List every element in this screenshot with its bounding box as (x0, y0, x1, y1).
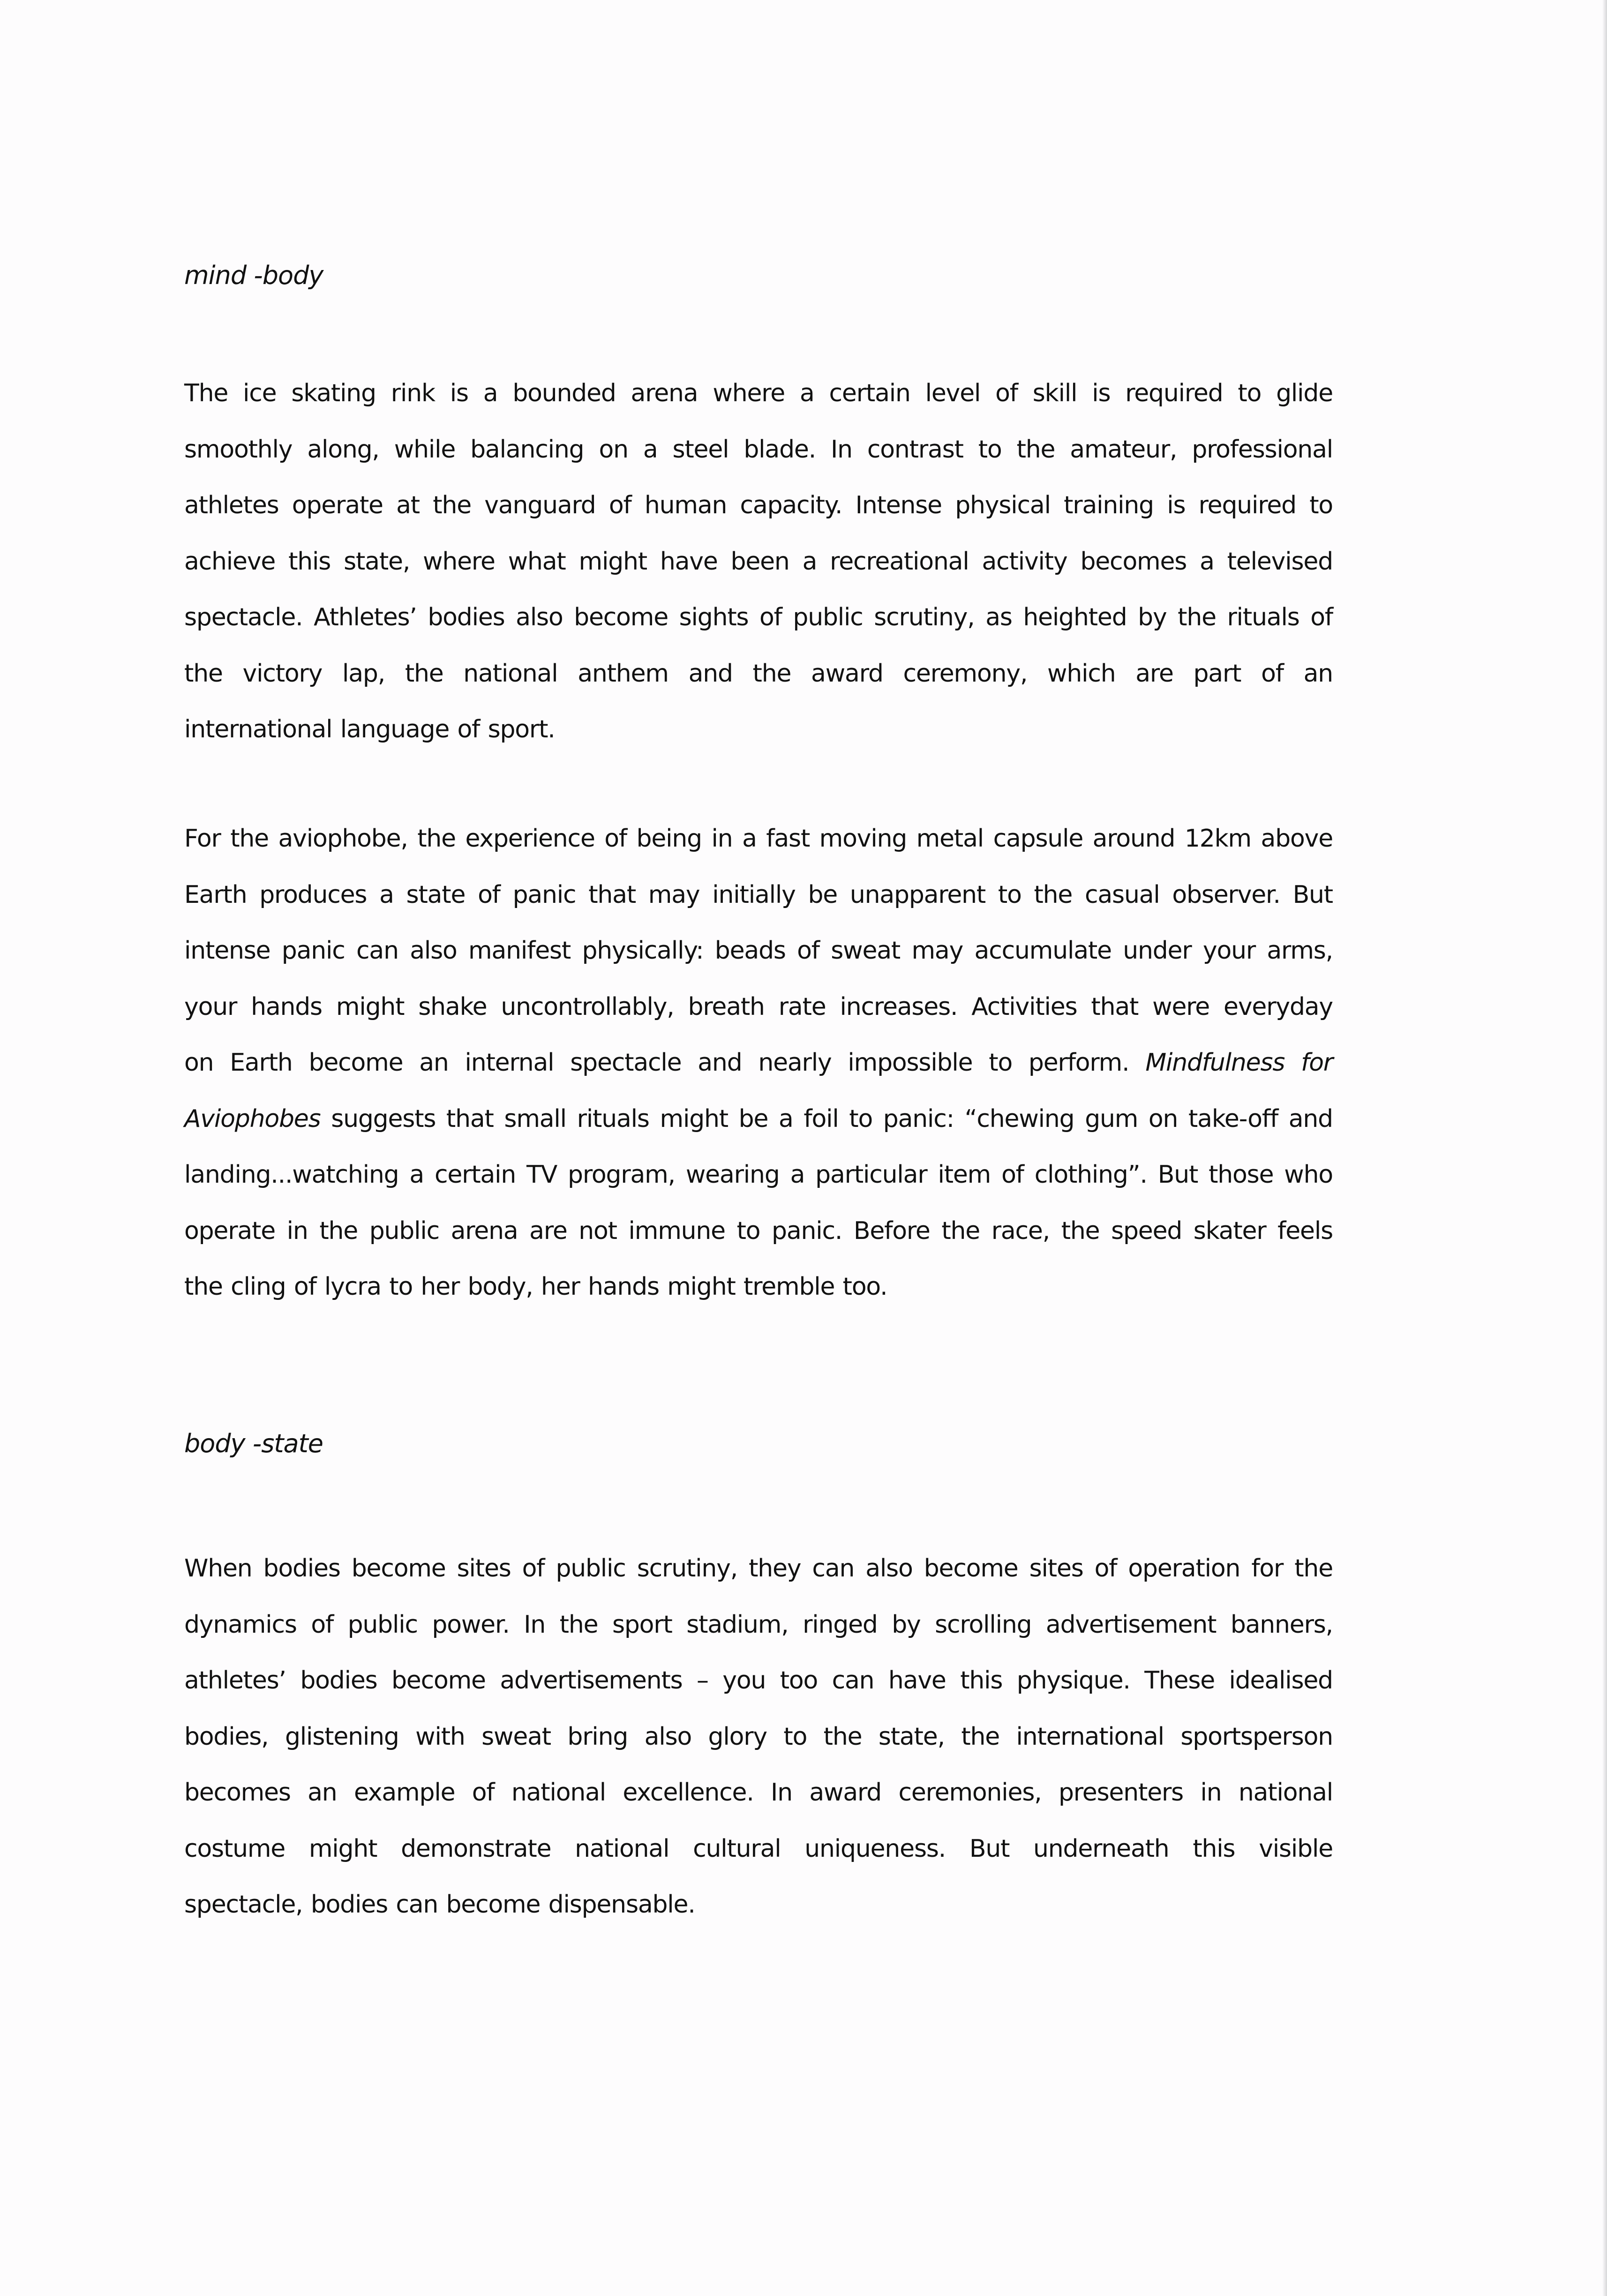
text-line-with-book-title (184, 1091, 1333, 1148)
text-line: intense panic can also manifest physically: beads of sweat may accumulate under your arms, (184, 937, 1333, 965)
text-line: landing...watching a certain TV program, wearing a particular item of clothing”. But those who (184, 1161, 1333, 1189)
text-line: athletes’ bodies become advertisements – you too can have this physique. These idealised (184, 1666, 1333, 1695)
paragraph-aviophobe (184, 811, 1333, 1315)
text-line: costume might demonstrate national cultural uniqueness. But underneath this visible (184, 1834, 1333, 1863)
text-line: bodies, glistening with sweat bring also glory to the state, the international sportsperson (184, 1722, 1333, 1751)
text-run: suggests that small rituals might be a foil to panic: “chewing gum on take-off and (320, 1104, 1333, 1133)
text-line: spectacle. Athletes’ bodies also become sights of public scrutiny, as heighted by the rituals of (184, 603, 1333, 631)
text-line: smoothly along, while balancing on a steel blade. In contrast to the amateur, professional (184, 435, 1333, 464)
text-line: the cling of lycra to her body, her hands might tremble too. (184, 1273, 887, 1301)
text-line: Earth produces a state of panic that may initially be unapparent to the casual observer. But (184, 880, 1333, 909)
text-line: athletes operate at the vanguard of human capacity. Intense physical training is required to (184, 491, 1333, 519)
text-line: The ice skating rink is a bounded arena where a certain level of skill is required to glide (184, 379, 1333, 407)
text-line: international language of sport. (184, 715, 555, 743)
text-line: becomes an example of national excellence. In award ceremonies, presenters in national (184, 1778, 1333, 1807)
text-line: the victory lap, the national anthem and the award ceremony, which are part of an (184, 659, 1333, 688)
text-run: on Earth become an internal spectacle and nearly impossible to perform. (184, 1049, 1146, 1077)
paragraph-public-power (184, 1541, 1333, 1933)
text-line-with-book-title (184, 1035, 1333, 1091)
page-edge-shadow (1602, 0, 1607, 2296)
text-line: When bodies become sites of public scrutiny, they can also become sites of operation for the (184, 1554, 1333, 1583)
text-line: For the aviophobe, the experience of being in a fast moving metal capsule around 12km above (184, 825, 1333, 853)
text-line: your hands might shake uncontrollably, breath rate increases. Activities that were everyday (184, 992, 1333, 1021)
book-title-italic: Mindfulness for (1145, 1049, 1333, 1077)
text-line: operate in the public arena are not immune to panic. Before the race, the speed skater feels (184, 1216, 1333, 1245)
text-line: achieve this state, where what might have been a recreational activity becomes a televised (184, 547, 1333, 576)
book-title-italic: Aviophobes (184, 1104, 321, 1133)
text-line: spectacle, bodies can become dispensable. (184, 1891, 695, 1919)
section-heading-mind-body: mind -body (184, 261, 323, 290)
section-heading-body-state: body -state (184, 1429, 323, 1458)
text-line: dynamics of public power. In the sport stadium, ringed by scrolling advertisement banners, (184, 1610, 1333, 1639)
paragraph-ice-skating (184, 366, 1333, 758)
